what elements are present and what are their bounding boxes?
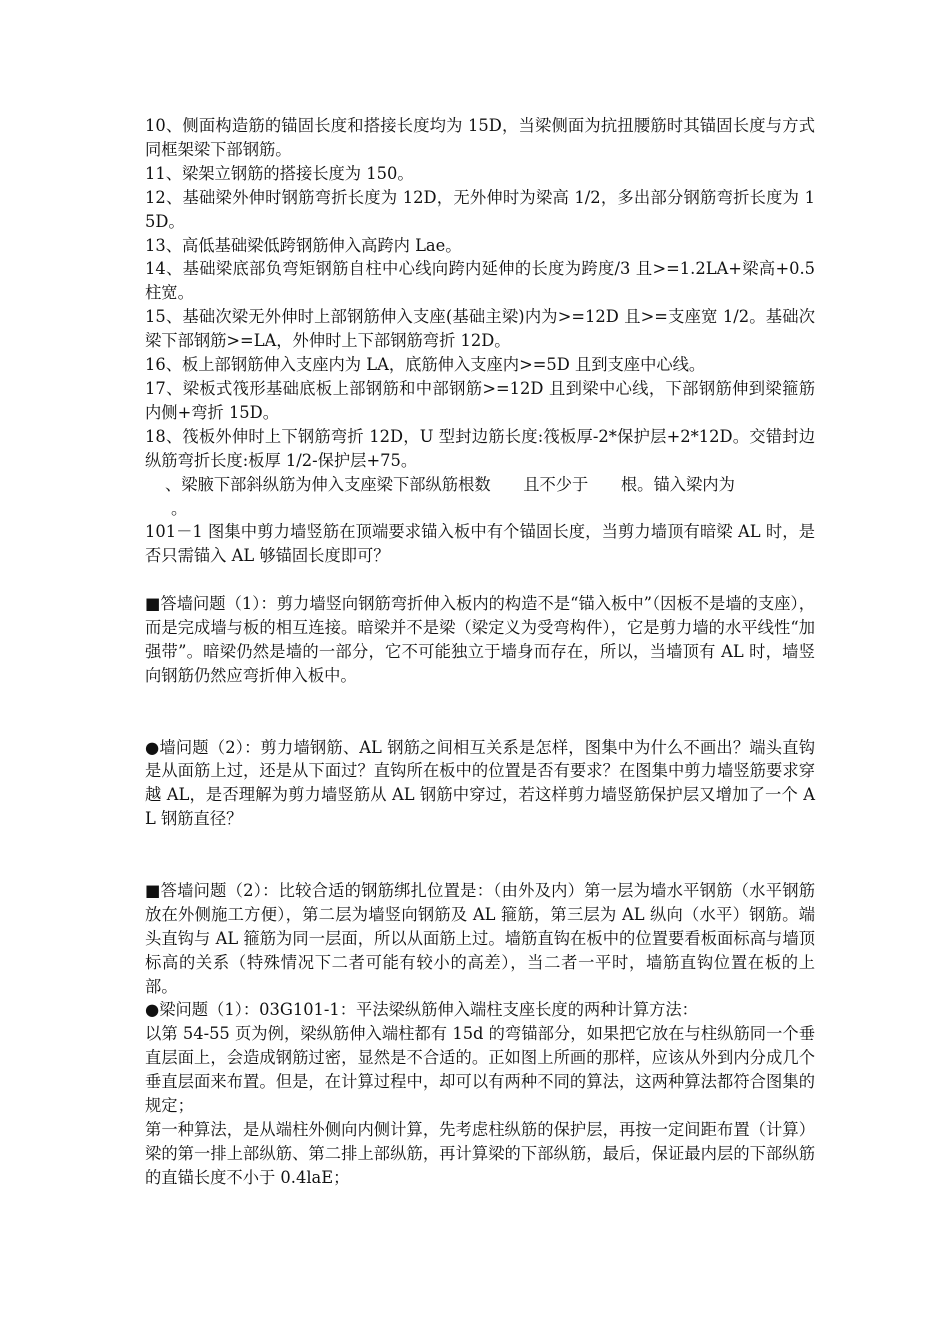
blank-line (145, 688, 815, 712)
blank-line (145, 855, 815, 879)
paragraph-18: 18、筏板外伸时上下钢筋弯折 12D，U 型封边筋长度:筏板厚-2*保护层+2*12D。交错封边纵筋弯折长度:板厚 1/2-保护层+75。 (145, 426, 815, 470)
question-beam-1: ●梁问题（1）：03G101-1：平法梁纵筋伸入端柱支座长度的两种计算方法： (145, 1000, 698, 1020)
paragraph-17: 17、梁板式筏形基础底板上部钢筋和中部钢筋>=12D 且到梁中心线，下部钢筋伸到梁箍筋内侧+弯折 15D。 (145, 378, 815, 422)
answer-wall-2: ■答墙问题（2）：比较合适的钢筋绑扎位置是：（由外及内）第一层为墙水平钢筋（水平钢筋放在外侧施工方便），第二层为墙竖向钢筋及 AL 箍筋，第三层为 AL 纵向（水平）钢筋。端头直钩与 AL 箍筋为同一层面，所以从面筋上过。墙筋直钩在板中的位置要看板面标高与墙顶标高的关系（特殊情况下二者可能有较小的高差），当二者一平时，墙筋直钩位置在板的上部。 (145, 880, 815, 996)
document-body (145, 114, 815, 1190)
paragraph-13: 13、高低基础梁低跨钢筋伸入高跨内 Lae。 (145, 235, 462, 255)
paragraph-12: 12、基础梁外伸时钢筋弯折长度为 12D，无外伸时为梁高 1/2，多出部分钢筋弯折长度为 15D。 (145, 187, 815, 231)
question-wall-2: ●墙问题（2）：剪力墙钢筋、AL 钢筋之间相互关系是怎样，图集中为什么不画出？端头直钩是从面筋上过，还是从下面过？直钩所在板中的位置是否有要求？在图集中剪力墙竖筋要求穿越 AL，是否理解为剪力墙竖筋从 AL 钢筋中穿过，若这样剪力墙竖筋保护层又增加了一个 AL 钢筋直径？ (145, 737, 815, 829)
paragraph-10: 10、侧面构造筋的锚固长度和搭接长度均为 15D，当梁侧面为抗扭腰筋时其锚固长度与方式同框架梁下部钢筋。 (145, 116, 815, 159)
paragraph-19: 、梁腋下部斜纵筋为伸入支座梁下部纵筋根数 且不少于 根。锚入梁内为 (165, 474, 735, 494)
paragraph-15: 15、基础次梁无外伸时上部钢筋伸入支座(基础主梁)内为>=12D 且>=支座宽 1/2。基础次梁下部钢筋>=LA，外伸时上下部钢筋弯折 12D。 (145, 307, 815, 351)
beam-1-example: 以第 54-55 页为例，梁纵筋伸入端柱都有 15d 的弯锚部分，如果把它放在与柱纵筋同一个垂直层面上，会造成钢筋过密，显然是不合适的。正如图上所画的那样，应该从外到内分成几个垂直层面来布置。但是，在计算过程中，却可以有两种不同的算法，这两种算法都符合图集的规定； (145, 1024, 815, 1116)
answer-wall-1: ■答墙问题（1）：剪力墙竖向钢筋弯折伸入板内的构造不是“锚入板中”（因板不是墙的支座），而是完成墙与板的相互连接。暗梁并不是梁（梁定义为受弯构件），它是剪力墙的水平线性“加强带”。暗梁仍然是墙的一部分，它不可能独立于墙身而存在，所以，当墙顶有 AL 时，墙竖向钢筋仍然应弯折伸入板中。 (145, 594, 815, 685)
blank-line (145, 568, 815, 592)
blank-line (145, 831, 815, 855)
paragraph-16: 16、板上部钢筋伸入支座内为 LA，底筋伸入支座内>=5D 且到支座中心线。 (145, 355, 706, 375)
blank-line (145, 712, 815, 736)
paragraph-19-end: 。 (171, 498, 188, 518)
question-101-1: 101－1 图集中剪力墙竖筋在顶端要求锚入板中有个锚固长度，当剪力墙顶有暗梁 AL 时，是否只需锚入 AL 够锚固长度即可？ (145, 522, 815, 566)
paragraph-11: 11、梁架立钢筋的搭接长度为 150。 (145, 163, 414, 183)
paragraph-14: 14、基础梁底部负弯矩钢筋自柱中心线向跨内延伸的长度为跨度/3 且>=1.2LA+梁高+0.5 柱宽。 (145, 259, 815, 303)
beam-1-method-1: 第一种算法，是从端柱外侧向内侧计算，先考虑柱纵筋的保护层，再按一定间距布置（计算）梁的第一排上部纵筋、第二排上部纵筋，再计算梁的下部纵筋，最后，保证最内层的下部纵筋的直锚长度不小于 0.4laE； (145, 1119, 815, 1187)
